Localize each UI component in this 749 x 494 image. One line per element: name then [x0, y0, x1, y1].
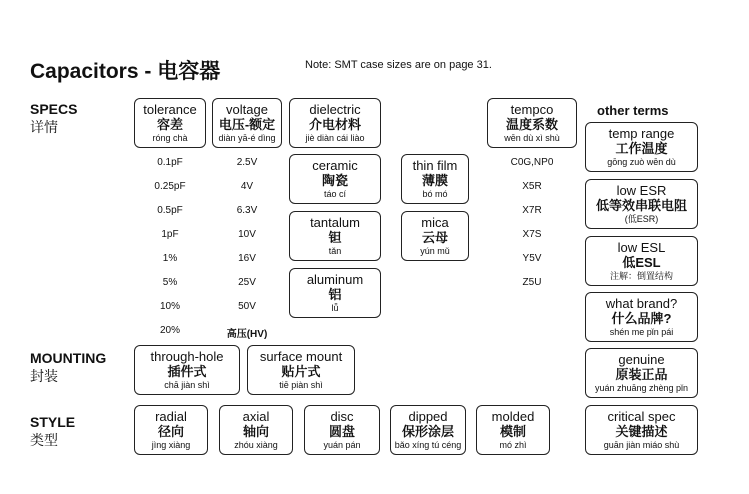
term-en: low ESL — [617, 240, 666, 255]
dielectric-mica-box — [401, 211, 469, 261]
style-molded-box — [476, 405, 550, 455]
term-pinyin: tǎn — [328, 246, 342, 256]
term-zh: 轴向 — [242, 424, 269, 439]
term-en: aluminum — [306, 272, 364, 287]
dielectric-tantalum-box — [289, 211, 381, 261]
term-zh: 温度系数 — [505, 117, 558, 132]
term-zh: 圆盘 — [328, 424, 355, 439]
term-pinyin: róng chà — [152, 133, 188, 143]
term-zh: 容差 — [156, 117, 183, 132]
voltage-value: 6.3V — [236, 205, 258, 216]
term-pinyin: tiē piàn shì — [279, 380, 323, 390]
tempco-value: C0G,NP0 — [510, 157, 554, 168]
tolerance-value: 20% — [159, 325, 180, 336]
style-axial-box — [219, 405, 293, 455]
term-zh: 介电材料 — [308, 117, 361, 132]
term-en: mica — [421, 215, 449, 230]
section-mounting — [30, 350, 106, 386]
voltage-value: 25V — [238, 277, 256, 288]
page-note: Note: SMT case sizes are on page 31. — [305, 59, 492, 71]
tempco-value: X7R — [522, 205, 542, 216]
term-zh: 低等效串联电阻 — [595, 198, 687, 213]
spec-tolerance-box — [134, 98, 206, 148]
term-en: temp range — [608, 126, 675, 141]
tolerance-value: 10% — [159, 301, 180, 312]
term-sub: 注解：倒置结构 — [609, 271, 673, 281]
term-pinyin: yún mǔ — [420, 246, 450, 256]
term-en: low ESR — [616, 183, 667, 198]
term-en: what brand? — [605, 296, 678, 311]
voltage-value: 2.5V — [236, 157, 258, 168]
term-zh: 陶瓷 — [321, 173, 348, 188]
term-zh: 什么品牌? — [611, 311, 672, 326]
spec-tempco-box — [487, 98, 577, 148]
tempco-value: Y5V — [522, 253, 542, 264]
term-pinyin: yuán zhuāng zhèng pǐn — [594, 383, 689, 393]
section-specs-zh: 详情 — [30, 119, 58, 135]
tolerance-value: 1pF — [161, 229, 179, 240]
term-en: voltage — [226, 102, 268, 117]
term-pinyin: lǚ — [331, 303, 339, 313]
section-specs-en: SPECS — [30, 101, 78, 117]
term-zh: 贴片式 — [281, 364, 321, 379]
other-low-esl-box — [585, 236, 698, 286]
term-pinyin: bǎo xíng tú céng — [394, 440, 462, 450]
term-pinyin: gōng zuò wēn dù — [607, 157, 676, 167]
section-style-zh: 类型 — [30, 432, 58, 448]
term-en: critical spec — [607, 409, 676, 424]
term-pinyin: jìng xiàng — [151, 440, 191, 450]
term-pinyin: guān jiàn miáo shù — [603, 440, 680, 450]
term-en: dielectric — [309, 102, 361, 117]
term-en: radial — [155, 409, 187, 424]
term-en: ceramic — [312, 158, 358, 173]
tolerance-value: 0.5pF — [157, 205, 183, 216]
tolerance-value: 0.25pF — [154, 181, 186, 192]
term-en: disc — [330, 409, 354, 424]
term-sub: (低ESR) — [624, 214, 659, 224]
term-zh: 保形涂层 — [401, 424, 454, 439]
style-disc-box — [304, 405, 380, 455]
spec-dielectric-box — [289, 98, 381, 148]
dielectric-aluminum-box — [289, 268, 381, 318]
term-pinyin: wēn dù xì shù — [504, 133, 560, 143]
tolerance-value: 1% — [162, 253, 178, 264]
other-genuine-box — [585, 348, 698, 398]
term-pinyin: mó zhì — [499, 440, 527, 450]
other-low-esr-box — [585, 179, 698, 229]
term-zh: 径向 — [157, 424, 184, 439]
tolerance-value: 0.1pF — [157, 157, 183, 168]
term-en: through-hole — [150, 349, 224, 364]
other-temp-range-box — [585, 122, 698, 172]
mounting-surface-mount-box — [247, 345, 355, 395]
term-en: surface mount — [259, 349, 343, 364]
other-critical-spec-box — [585, 405, 698, 455]
term-pinyin: diàn yā-é dìng — [218, 133, 276, 143]
term-zh: 薄膜 — [421, 173, 448, 188]
page-title: Capacitors - 电容器 — [30, 60, 221, 83]
voltage-value: 4V — [240, 181, 254, 192]
voltage-value: 10V — [238, 229, 256, 240]
term-zh: 铝 — [328, 287, 342, 302]
term-pinyin: shén me pǐn pái — [609, 327, 674, 337]
tempco-value: X7S — [522, 229, 542, 240]
section-style-en: STYLE — [30, 414, 76, 430]
tolerance-value: 5% — [162, 277, 178, 288]
mounting-through-hole-box — [134, 345, 240, 395]
term-zh: 工作温度 — [615, 141, 668, 156]
term-en: tempco — [510, 102, 554, 117]
style-radial-box — [134, 405, 208, 455]
tempco-value: X5R — [522, 181, 542, 192]
other-what-brand-box — [585, 292, 698, 342]
voltage-value: 16V — [238, 253, 256, 264]
term-zh: 原装正品 — [615, 367, 668, 382]
term-zh: 钽 — [328, 230, 342, 245]
tempco-value: Z5U — [522, 277, 542, 288]
term-zh: 云母 — [421, 230, 448, 245]
term-en: genuine — [618, 352, 665, 367]
term-en: tolerance — [143, 102, 197, 117]
term-en: molded — [491, 409, 535, 424]
voltage-value: 高压(HV) — [226, 329, 268, 340]
term-zh: 插件式 — [167, 364, 207, 379]
voltage-value: 50V — [238, 301, 256, 312]
term-pinyin: táo cí — [323, 189, 346, 199]
term-en: axial — [242, 409, 270, 424]
section-mounting-zh: 封装 — [30, 368, 58, 384]
term-en: tantalum — [310, 215, 360, 230]
dielectric-thin-film-box — [401, 154, 469, 204]
term-pinyin: bó mó — [422, 189, 448, 199]
section-style — [30, 414, 75, 450]
term-zh: 模制 — [499, 424, 526, 439]
term-pinyin: zhóu xiàng — [234, 440, 278, 450]
term-en: dipped — [408, 409, 448, 424]
term-pinyin: yuán pán — [323, 440, 361, 450]
other-terms-heading: other terms — [597, 103, 669, 118]
style-dipped-box — [390, 405, 466, 455]
dielectric-ceramic-box — [289, 154, 381, 204]
term-pinyin: jiè diàn cái liào — [305, 133, 365, 143]
term-zh: 关键描述 — [615, 424, 668, 439]
term-en: thin film — [412, 158, 458, 173]
spec-voltage-box — [212, 98, 282, 148]
term-pinyin: chā jiàn shì — [164, 380, 210, 390]
section-mounting-en: MOUNTING — [30, 350, 107, 366]
term-zh: 低ESL — [622, 255, 661, 270]
term-zh: 电压-额定 — [218, 117, 276, 132]
section-specs — [30, 101, 77, 137]
